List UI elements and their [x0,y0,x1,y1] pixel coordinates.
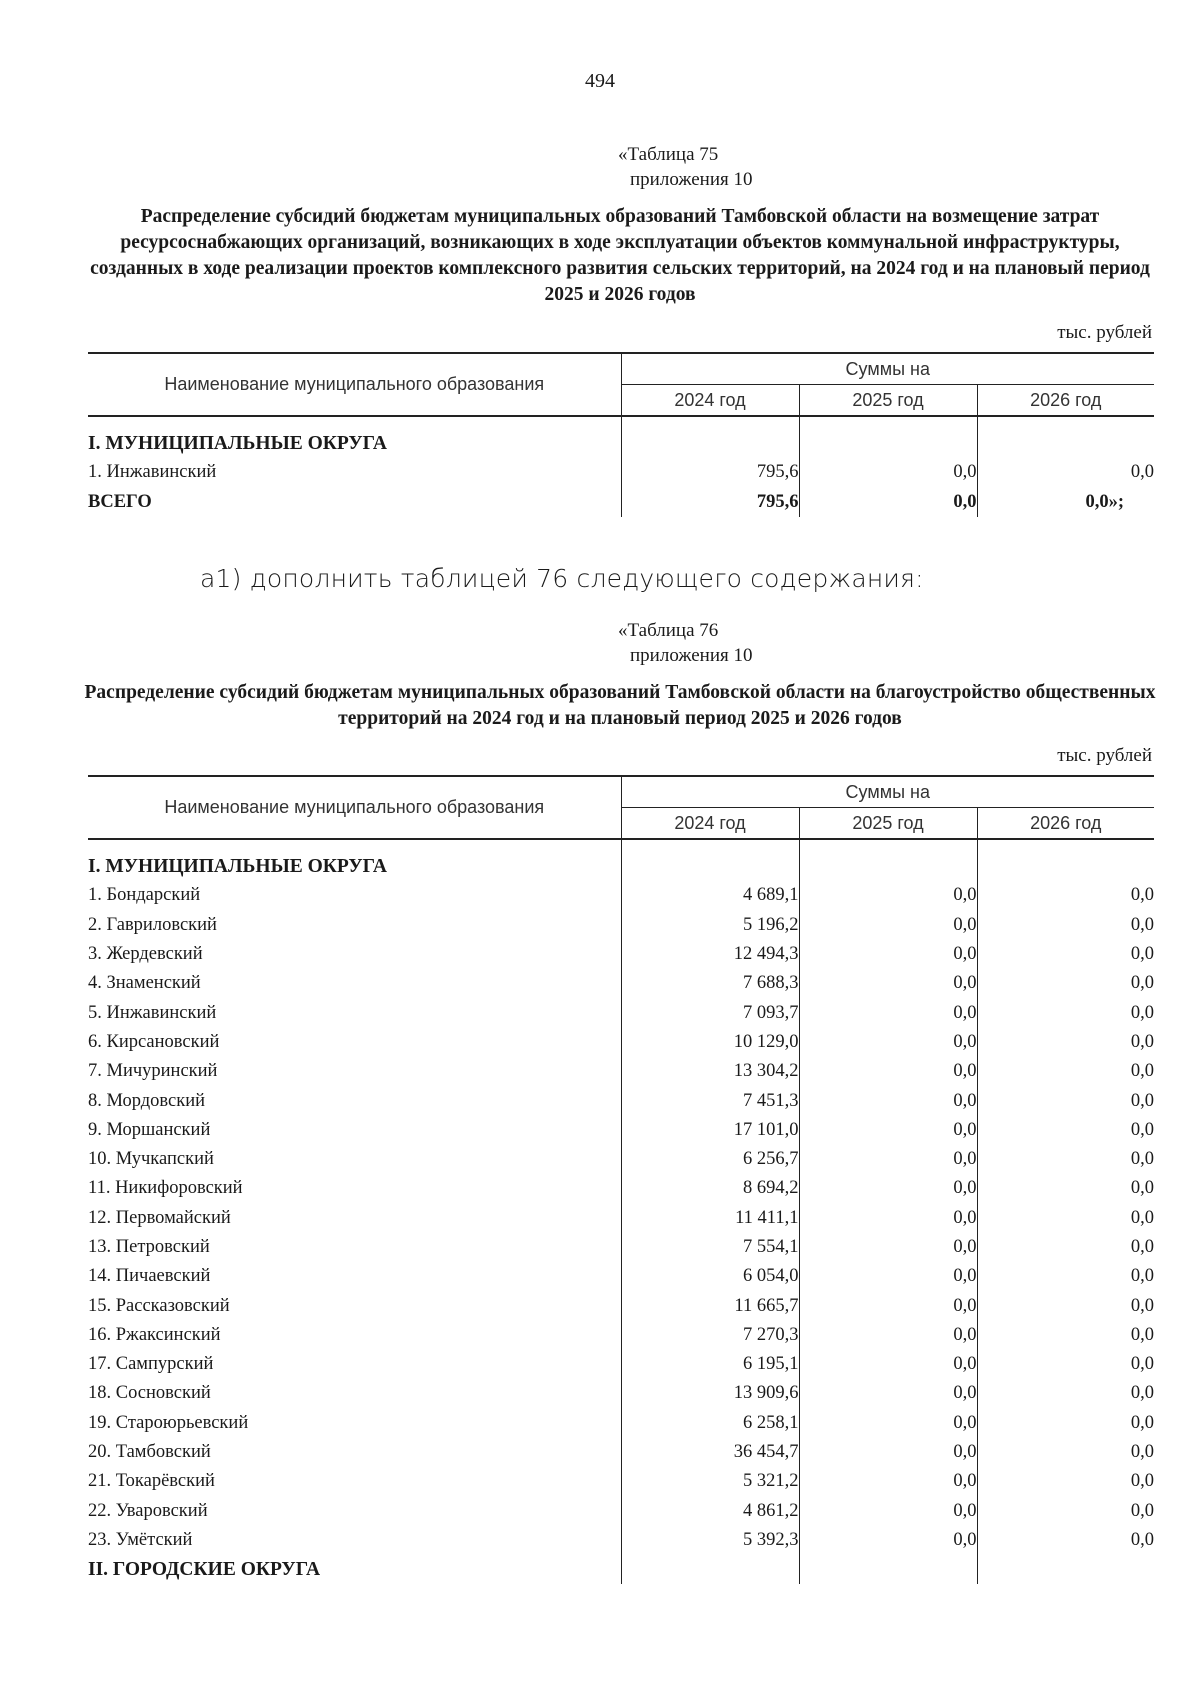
table75-reference [618,142,752,192]
row-value-2024: 11 411,1 [621,1204,799,1233]
table-row [88,1174,1154,1203]
row-value-2026: 0,0 [977,1291,1154,1320]
table75-section-label: I. МУНИЦИПАЛЬНЫЕ ОКРУГА [88,433,388,455]
row-name: 1. Инжавинский [88,462,217,483]
row-value-2025: 0,0 [799,1350,977,1379]
row-value-2026: 0,0 [977,1321,1154,1350]
row-name: 10. Мучкапский [88,1149,214,1170]
row-value-2026: 0,0 [977,458,1154,487]
row-name: 20. Тамбовский [88,1442,211,1463]
table-row [88,998,1154,1027]
row-value-2024: 795,6 [621,458,799,487]
table-row [88,940,1154,969]
row-value-2026: 0,0 [977,940,1154,969]
row-name: 4. Знаменский [88,973,201,994]
total-value-2024: 795,6 [621,488,799,517]
row-value-2025: 0,0 [799,1116,977,1145]
table-row [88,1233,1154,1262]
row-name: 8. Мордовский [88,1090,206,1111]
table-row [88,1350,1154,1379]
row-value-2024: 5 321,2 [621,1467,799,1496]
row-name: 7. Мичуринский [88,1061,218,1082]
row-value-2024: 6 054,0 [621,1262,799,1291]
row-value-2024: 5 392,3 [621,1526,799,1555]
row-value-2024: 13 909,6 [621,1379,799,1408]
row-value-2025: 0,0 [799,881,977,910]
row-value-2024: 4 689,1 [621,881,799,910]
row-name: 2. Гавриловский [88,914,217,935]
row-value-2024: 7 270,3 [621,1321,799,1350]
row-value-2026: 0,0 [977,1174,1154,1203]
table-row [88,1467,1154,1496]
row-value-2026: 0,0 [977,1204,1154,1233]
table76-header-sums: Суммы на [621,776,1154,808]
table76-section1-row [88,852,1154,881]
row-value-2025: 0,0 [799,1291,977,1320]
row-value-2025: 0,0 [799,1497,977,1526]
row-value-2024: 5 196,2 [621,911,799,940]
row-name: 6. Кирсановский [88,1031,220,1052]
table76-units: тыс. рублей [1057,745,1152,766]
row-value-2024: 7 688,3 [621,969,799,998]
row-value-2025: 0,0 [799,1379,977,1408]
row-value-2025: 0,0 [799,1467,977,1496]
row-value-2024: 6 258,1 [621,1409,799,1438]
table76 [88,775,1154,1584]
row-value-2024: 7 451,3 [621,1086,799,1115]
row-value-2026: 0,0 [977,1116,1154,1145]
table-row [88,881,1154,910]
table76-header-2026: 2026 год [977,808,1154,840]
row-name: 19. Староюрьевский [88,1412,249,1433]
row-name: 23. Умётский [88,1529,193,1550]
table76-reference [618,618,752,668]
row-name: 1. Бондарский [88,885,201,906]
row-value-2024: 36 454,7 [621,1438,799,1467]
table76-header-2025: 2025 год [799,808,977,840]
row-name: 13. Петровский [88,1237,210,1257]
total-value-2026: 0,0»; [977,488,1154,517]
row-value-2025: 0,0 [799,969,977,998]
row-name: 16. Ржаксинский [88,1324,221,1345]
table75-header-2024: 2024 год [621,385,799,417]
row-value-2025: 0,0 [799,940,977,969]
row-name: 11. Никифоровский [88,1178,243,1199]
row-value-2024: 17 101,0 [621,1116,799,1145]
row-name: 14. Пичаевский [88,1266,211,1287]
table76-ref-line1: «Таблица 76 [618,620,719,641]
table-row [88,1262,1154,1291]
table-row [88,1497,1154,1526]
table-row [88,1438,1154,1467]
table76-section1-label: I. МУНИЦИПАЛЬНЫЕ ОКРУГА [88,856,388,878]
row-value-2025: 0,0 [799,1321,977,1350]
table-row [88,1028,1154,1057]
row-value-2025: 0,0 [799,1233,977,1262]
row-value-2026: 0,0 [977,1467,1154,1496]
table-row [88,1116,1154,1145]
table75-ref-line2: приложения 10 [630,169,753,190]
table75-header-sums: Суммы на [621,353,1154,385]
row-value-2025: 0,0 [799,1057,977,1086]
row-value-2024: 7 554,1 [621,1233,799,1262]
row-value-2024: 11 665,7 [621,1291,799,1320]
row-value-2026: 0,0 [977,1262,1154,1291]
row-value-2026: 0,0 [977,998,1154,1027]
row-value-2026: 0,0 [977,1145,1154,1174]
table75-title: Распределение субсидий бюджетам муниципальных образований Тамбовской области на возмещение затрат ресурсоснабжающих организаций, возникающих в ходе эксплуатации объектов коммунальной инфраструктуры, созданных в ходе реализации проектов комплексного развития сельских территорий, на 2024 год и на плановый период 2025 и 2026 годов [90,206,1150,305]
row-value-2026: 0,0 [977,969,1154,998]
table-row [88,1291,1154,1320]
row-name: 18. Сосновский [88,1383,211,1404]
row-value-2026: 0,0 [977,1057,1154,1086]
row-value-2025: 0,0 [799,1086,977,1115]
row-value-2026: 0,0 [977,1350,1154,1379]
table-row [88,969,1154,998]
row-value-2025: 0,0 [799,1526,977,1555]
row-value-2025: 0,0 [799,458,977,487]
row-value-2025: 0,0 [799,1409,977,1438]
row-name: 5. Инжавинский [88,1002,217,1023]
table75-total-row [88,488,1154,517]
table75 [88,352,1154,517]
table76-section2-label: II. ГОРОДСКИЕ ОКРУГА [88,1559,321,1581]
table-row [88,458,1154,487]
table75-ref-line1: «Таблица 75 [618,144,719,165]
table-row [88,911,1154,940]
amendment-instruction: а1) дополнить таблицей 76 следующего содержания: [200,564,924,593]
row-value-2024: 4 861,2 [621,1497,799,1526]
table-row [88,1086,1154,1115]
row-value-2025: 0,0 [799,1438,977,1467]
row-value-2025: 0,0 [799,1174,977,1203]
row-value-2025: 0,0 [799,911,977,940]
row-value-2025: 0,0 [799,1204,977,1233]
row-value-2026: 0,0 [977,1379,1154,1408]
table76-header-name: Наименование муниципального образования [88,776,621,839]
row-value-2026: 0,0 [977,881,1154,910]
row-value-2024: 8 694,2 [621,1174,799,1203]
table-row [88,1321,1154,1350]
row-name: 21. Токарёвский [88,1471,215,1492]
total-value-2025: 0,0 [799,488,977,517]
row-name: 9. Моршанский [88,1119,211,1140]
table76-section2-row [88,1555,1154,1584]
table75-section-row [88,429,1154,458]
row-value-2025: 0,0 [799,1145,977,1174]
row-value-2026: 0,0 [977,1409,1154,1438]
row-value-2026: 0,0 [977,1086,1154,1115]
table-row [88,1409,1154,1438]
row-value-2025: 0,0 [799,1028,977,1057]
row-value-2024: 6 256,7 [621,1145,799,1174]
row-value-2025: 0,0 [799,1262,977,1291]
row-value-2026: 0,0 [977,911,1154,940]
table75-header-2025: 2025 год [799,385,977,417]
row-value-2024: 10 129,0 [621,1028,799,1057]
row-name: 12. Первомайский [88,1207,231,1228]
table-row [88,1057,1154,1086]
table76-ref-line2: приложения 10 [630,645,753,666]
row-value-2024: 7 093,7 [621,998,799,1027]
table-row [88,1145,1154,1174]
table75-header-name: Наименование муниципального образования [88,353,621,416]
table-row [88,1526,1154,1555]
table75-header-2026: 2026 год [977,385,1154,417]
row-value-2024: 12 494,3 [621,940,799,969]
row-value-2026: 0,0 [977,1497,1154,1526]
row-name: 22. Уваровский [88,1500,208,1521]
row-value-2026: 0,0 [977,1028,1154,1057]
row-value-2025: 0,0 [799,998,977,1027]
total-label: ВСЕГО [88,491,152,512]
table-row [88,1379,1154,1408]
page-number: 494 [585,70,615,92]
table75-units: тыс. рублей [1057,322,1152,343]
table76-header-2024: 2024 год [621,808,799,840]
row-value-2024: 6 195,1 [621,1350,799,1379]
row-name: 17. Сампурский [88,1354,214,1375]
table76-title: Распределение субсидий бюджетам муниципальных образований Тамбовской области на благоустройство общественных территорий на 2024 год и на плановый период 2025 и 2026 годов [84,682,1156,729]
row-value-2024: 13 304,2 [621,1057,799,1086]
row-value-2026: 0,0 [977,1526,1154,1555]
row-value-2026: 0,0 [977,1438,1154,1467]
row-name: 15. Рассказовский [88,1295,230,1316]
row-value-2026: 0,0 [977,1233,1154,1262]
table-row [88,1204,1154,1233]
row-name: 3. Жердевский [88,944,203,965]
